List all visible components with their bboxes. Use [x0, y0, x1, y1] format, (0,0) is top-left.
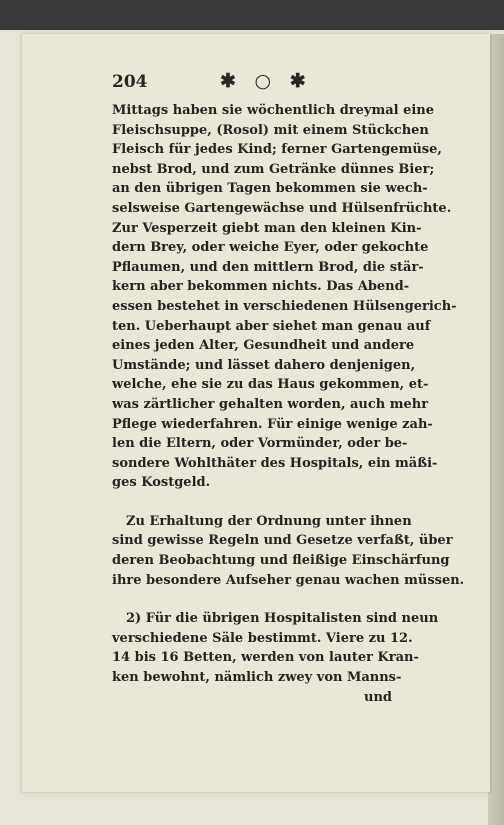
- paragraph-2: [112, 512, 465, 590]
- text-line: len die Eltern, oder Vormünder, oder be-: [112, 436, 408, 452]
- text-line: Mittags haben sie wöchentlich dreymal eine: [112, 103, 435, 118]
- text-line: 2) Für die übrigen Hospitalisten sind neun: [126, 611, 439, 627]
- text-line: selsweise Gartengewächse und Hülsenfrüchte.: [112, 200, 452, 216]
- text-line: was zärtlicher gehalten worden, auch mehr: [112, 396, 429, 412]
- text-line: kern aber bekommen nichts. Das Abend-: [112, 279, 410, 295]
- text-line: nebst Brod, und zum Getränke dünnes Bier;: [112, 161, 435, 177]
- text-line: sondere Wohlthäter des Hospitals, ein mäßi-: [112, 455, 438, 471]
- text-line: dern Brey, oder weiche Eyer, oder gekochte: [112, 240, 429, 256]
- header-ornament: ✱ ○ ✱: [220, 70, 312, 92]
- text-line: Fleischsuppe, (Rosol) mit einem Stückchen: [112, 122, 429, 138]
- text-line: Umstände; und lässet dahero denjenigen,: [112, 357, 416, 373]
- page-edge-shadow: [488, 34, 504, 825]
- text-line: eines jeden Alter, Gesundheit und andere: [112, 338, 415, 354]
- text-line: ten. Ueberhaupt aber siehet man genau auf: [112, 318, 431, 334]
- text-line: 14 bis 16 Betten, werden von lauter Kran-: [112, 650, 419, 666]
- paragraph-gap: [112, 493, 402, 512]
- text-line: Pflaumen, und den mittlern Brod, die stär-: [112, 259, 424, 275]
- paragraph-3: [112, 609, 439, 687]
- text-line: ges Kostgeld.: [112, 475, 211, 491]
- text-line: essen bestehet in verschiedenen Hülsengerich-: [112, 298, 457, 314]
- text-line: ihre besondere Aufseher genau wachen müssen.: [112, 572, 465, 588]
- paragraph-1: [112, 101, 457, 493]
- body-text: [112, 101, 465, 707]
- catchword: und: [364, 689, 392, 705]
- paragraph-gap: [112, 590, 402, 609]
- text-line: welche, ehe sie zu das Haus gekommen, et-: [112, 377, 429, 393]
- text-line: Fleisch für jedes Kind; ferner Gartengemüse,: [112, 142, 442, 158]
- text-line: sind gewisse Regeln und Gesetze verfaßt, über: [112, 533, 453, 549]
- text-line: deren Beobachtung und fleißige Einschärfung: [112, 553, 450, 569]
- text-line: ken bewohnt, nämlich zwey von Manns-: [112, 670, 402, 686]
- text-line: Zur Vesperzeit giebt man den kleinen Kin-: [112, 220, 422, 236]
- text-line: an den übrigen Tagen bekommen sie wech-: [112, 181, 428, 197]
- page-number: 204: [112, 72, 148, 92]
- page-header: [112, 72, 402, 98]
- text-line: verschiedene Säle bestimmt. Viere zu 12.: [112, 630, 413, 646]
- text-line: Pflege wiederfahren. Für einige wenige zah-: [112, 416, 433, 432]
- text-line: Zu Erhaltung der Ordnung unter ihnen: [126, 513, 412, 529]
